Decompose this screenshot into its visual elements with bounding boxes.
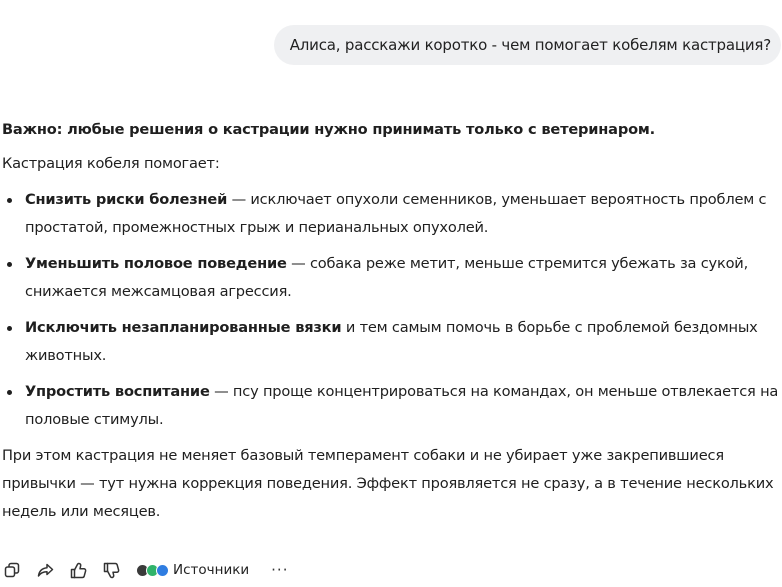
thumbs-up-icon[interactable] xyxy=(68,560,88,580)
sources-label: Источники xyxy=(173,562,250,578)
answer-intro: Кастрация кобеля помогает: xyxy=(2,155,220,172)
list-item xyxy=(2,250,780,306)
benefits-list xyxy=(2,186,780,434)
copy-icon[interactable] xyxy=(2,560,22,580)
share-icon[interactable] xyxy=(35,560,55,580)
list-item-term: Уменьшить половое поведение xyxy=(25,255,287,272)
list-item-text: — псу проще концентрироваться на командах, он меньше отвлекается на половые стимулы. xyxy=(25,383,779,428)
thumbs-down-icon[interactable] xyxy=(101,560,121,580)
assistant-answer xyxy=(2,116,780,526)
list-item xyxy=(2,314,780,370)
list-item-text: — исключает опухоли семенников, уменьшает вероятность проблем с простатой, промежностных грыж и перианальных опухолей. xyxy=(25,191,767,236)
list-item-text: и тем самым помочь в борьбе с проблемой бездомных животных. xyxy=(25,319,758,364)
list-item xyxy=(2,378,780,434)
list-item-text: — собака реже метит, меньше стремится убежать за сукой, снижается межсамцовая агрессия. xyxy=(25,255,749,300)
more-options-icon[interactable]: ··· xyxy=(271,561,289,579)
user-message-text: Алиса, расскажи коротко - чем помогает кобелям кастрация? xyxy=(289,36,771,54)
source-favicons xyxy=(136,564,166,577)
user-message-bubble xyxy=(274,25,781,65)
answer-toolbar xyxy=(2,558,288,582)
list-item-term: Исключить незапланированные вязки xyxy=(25,319,342,336)
important-note: Важно: любые решения о кастрации нужно принимать только с ветеринаром. xyxy=(2,121,655,138)
list-item-term: Упростить воспитание xyxy=(25,383,210,400)
sources-button[interactable] xyxy=(136,562,249,578)
list-item-term: Снизить риски болезней xyxy=(25,191,228,208)
answer-outro: При этом кастрация не меняет базовый темперамент собаки и не убирает уже закрепившиеся привычки — тут нужна коррекция поведения. Эффект проявляется не сразу, а в течение нескольких недель или месяцев. xyxy=(2,447,774,520)
list-item xyxy=(2,186,780,242)
source-favicon-icon xyxy=(156,564,169,577)
